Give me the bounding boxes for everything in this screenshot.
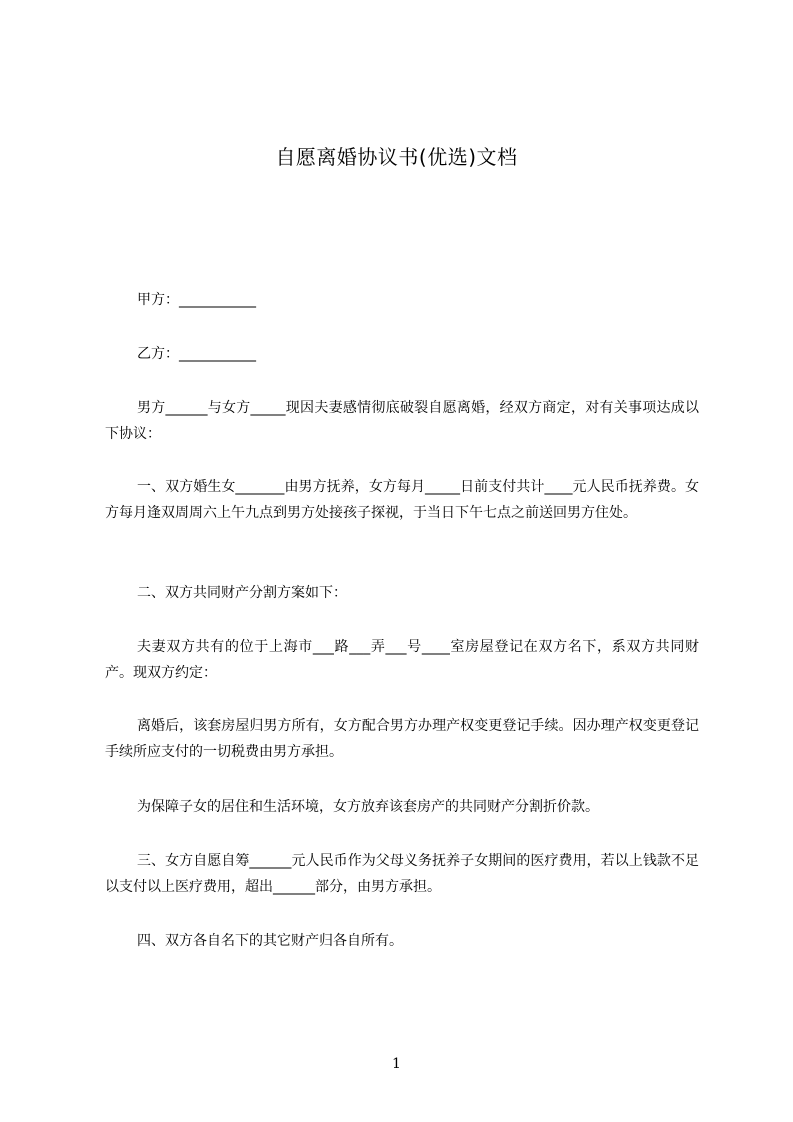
intro-paragraph: 男方______与女方_____现因夫妻感情彻底破裂自愿离婚，经双方商定，对有关事项达成以下协议： <box>105 400 699 442</box>
child-custody-paragraph: 一、双方婚生女_______由男方抚养，女方每月_____日前支付共计____元人民币抚养费。女方每月逢双周周六上午九点到男方处接孩子探视，于当日下午七点之前送回男方住处。 <box>105 479 699 521</box>
page-number: 1 <box>392 1056 401 1072</box>
jointly-owned-house-paragraph: 夫妻双方共有的位于上海市___路___弄___号____室房屋登记在双方名下，系双方共同财产。现双方约定： <box>105 639 699 681</box>
other-property-paragraph: 四、双方各自名下的其它财产归各自所有。 <box>137 933 403 949</box>
document-title: 自愿离婚协议书(优选)文档 <box>275 145 518 169</box>
house-ownership-paragraph: 离婚后，该套房屋归男方所有，女方配合男方办理产权变更登记手续。因办理产权变更登记手续所应支付的一切税费由男方承担。 <box>105 718 699 760</box>
waiver-paragraph: 为保障子女的居住和生活环境，女方放弃该套房产的共同财产分割折价款。 <box>137 799 599 815</box>
party-a-line: 甲方：___________ <box>137 292 256 308</box>
property-heading-paragraph: 二、双方共同财产分割方案如下： <box>137 585 347 601</box>
medical-expense-paragraph: 三、女方自愿自筹______元人民币作为父母义务抚养子女期间的医疗费用，若以上钱款不足以支付以上医疗费用，超出______部分，由男方承担。 <box>105 853 699 895</box>
party-b-line: 乙方：___________ <box>137 346 256 362</box>
